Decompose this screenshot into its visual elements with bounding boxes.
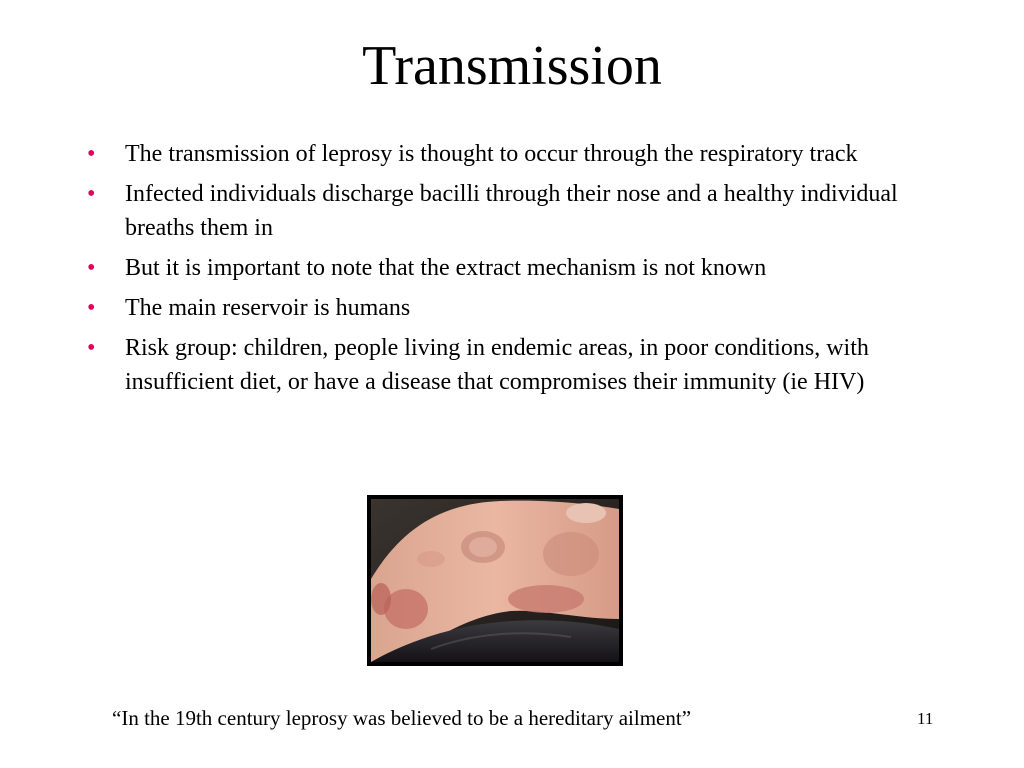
leprosy-skin-lesion-photo [367,495,623,666]
bullet-list [84,137,944,405]
bullet-text: The main reservoir is humans [125,295,411,321]
bullet-text: The transmission of leprosy is thought to occur through the respiratory track [125,141,858,167]
page-number: 11 [917,709,934,728]
slide-title: Transmission [362,35,662,97]
bullet-text: But it is important to note that the extract mechanism is not known [125,255,767,281]
bullet-icon: • [87,181,96,207]
skin-lesion-illustration [371,499,619,662]
bullet-text: Infected individuals discharge bacilli through their nose and a healthy individual breaths them in [125,181,898,241]
bullet-item [84,137,944,171]
bullet-item [84,177,944,245]
footer-quote: “In the 19th century leprosy was believed to be a hereditary ailment” [112,706,692,730]
bullet-item [84,251,944,285]
bullet-icon: • [87,295,96,321]
bullet-icon: • [87,255,96,281]
bullet-icon: • [87,141,96,167]
bullet-item [84,291,944,325]
bullet-icon: • [87,335,96,361]
bullet-text: Risk group: children, people living in endemic areas, in poor conditions, with insufficient diet, or have a disease that compromises their immunity (ie HIV) [125,335,869,395]
bullet-item [84,331,944,399]
